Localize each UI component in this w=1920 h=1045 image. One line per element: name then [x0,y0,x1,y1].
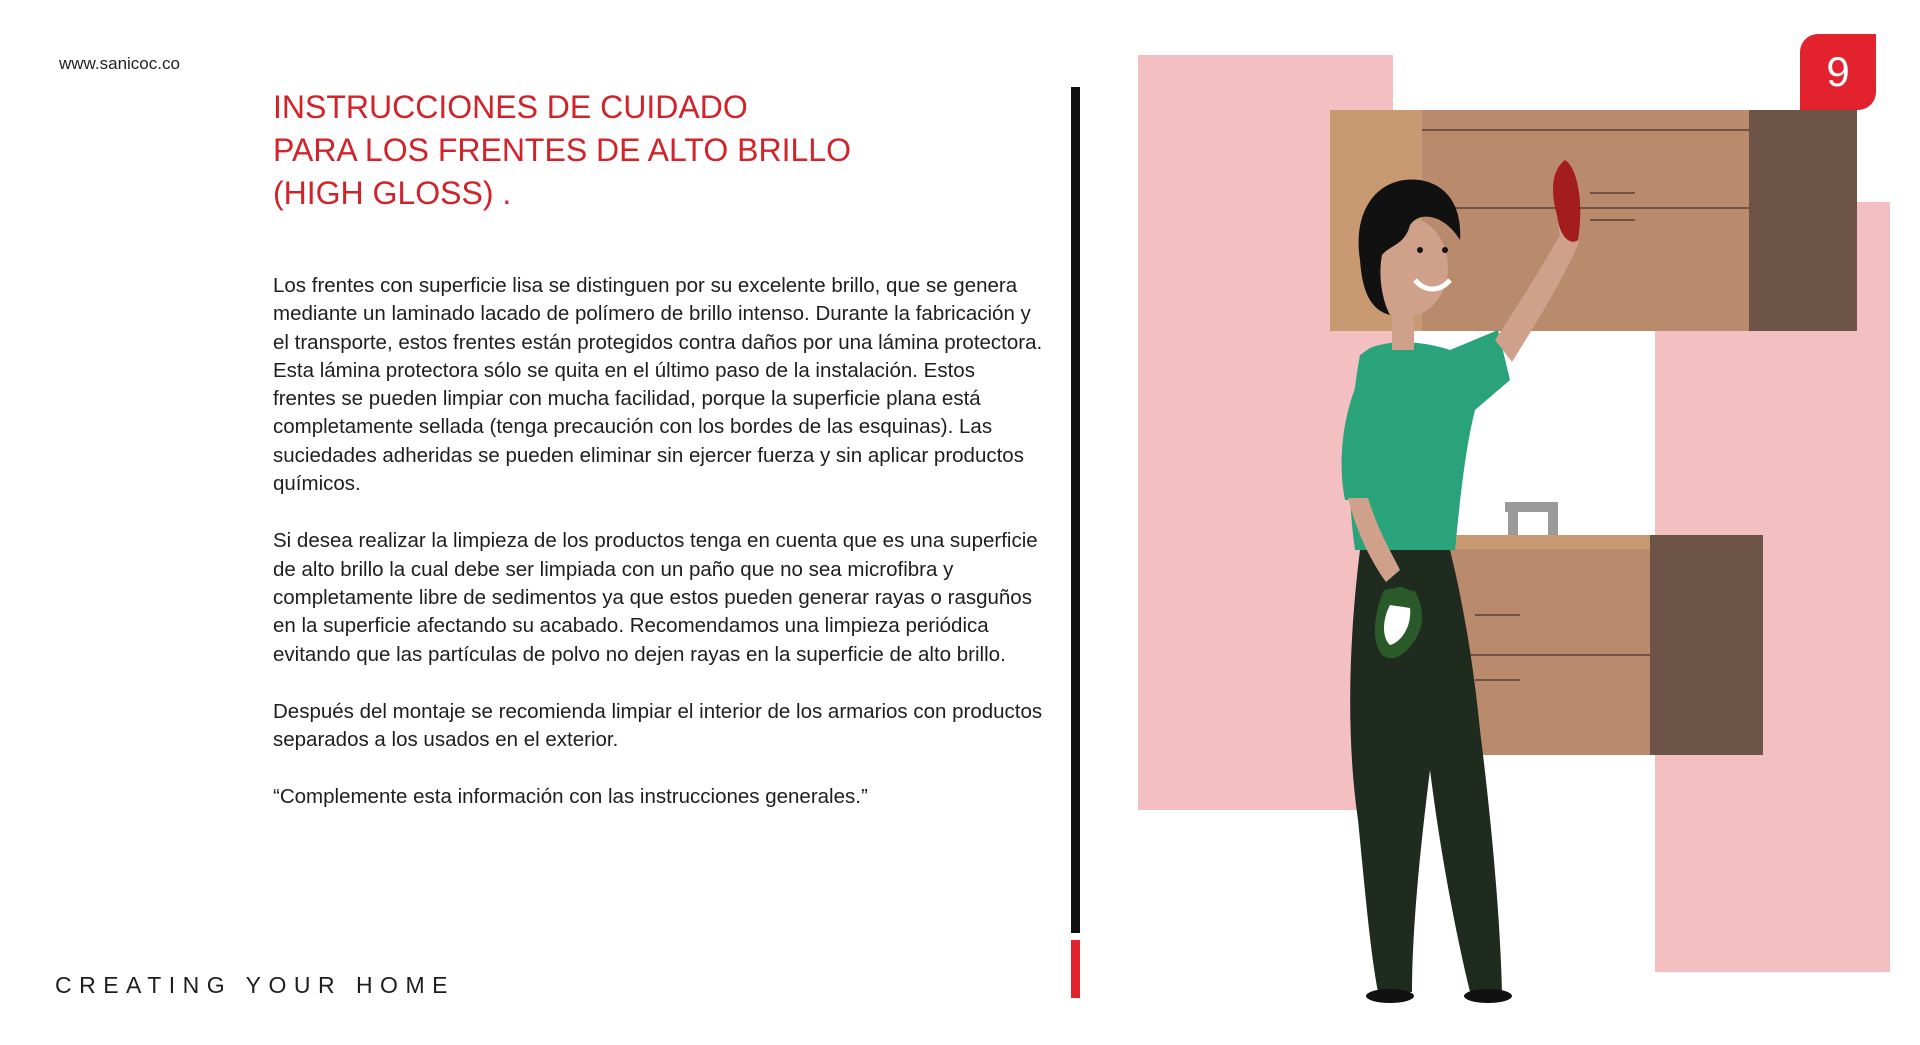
paragraph-protective-film: Los frentes con superficie lisa se distinguen por su excelente brillo, que se genera mediante un laminado lacado de polímero de brillo intenso. Durante la fabricación y el transporte, estos frentes están protegidos contra daños por una lámina protectora. Esta lámina protectora sólo se quita en el último paso de la instalación. Estos frentes se pueden limpiar con mucha facilidad, porque la superficie plana está completamente sellada (tenga precaución con los bordes de las esquinas). Las suciedades adheridas se pueden eliminar sin ejercer fuerza y sin aplicar productos químicos. [273,274,1043,496]
vertical-divider [1071,87,1080,933]
title-line-1: INSTRUCCIONES DE CUIDADO [273,89,748,125]
page-title [273,86,1033,215]
vertical-divider-accent [1071,940,1080,998]
page-number: 9 [1826,48,1850,95]
body-text [273,272,1043,841]
title-line-3: (HIGH GLOSS) . [273,175,512,211]
paragraph-cleaning-cloth: Si desea realizar la limpieza de los productos tenga en cuenta que es una superficie de alto brillo la cual debe ser limpiada con un paño que no sea microfibra y completamente libre de sedimentos ya que estos pueden generar rayas o rasguños en la superficie afectando su acabado. Recomendamos una limpieza periódica evitando que las partículas de polvo no dejen rayas en la superficie de alto brillo. [273,529,1038,666]
paragraph-general-instructions: “Complemente esta información con las instrucciones generales.” [273,785,868,809]
cleaning-illustration [1120,30,1900,1010]
title-line-2: PARA LOS FRENTES DE ALTO BRILLO [273,132,851,168]
footer-tagline: CREATING YOUR HOME [55,972,455,998]
paragraph-interior-cleaning: Después del montaje se recomienda limpiar el interior de los armarios con productos separados a los usados en el exterior. [273,699,1043,752]
site-url[interactable]: www.sanicoc.co [59,54,180,73]
page-number-badge [1800,34,1876,110]
